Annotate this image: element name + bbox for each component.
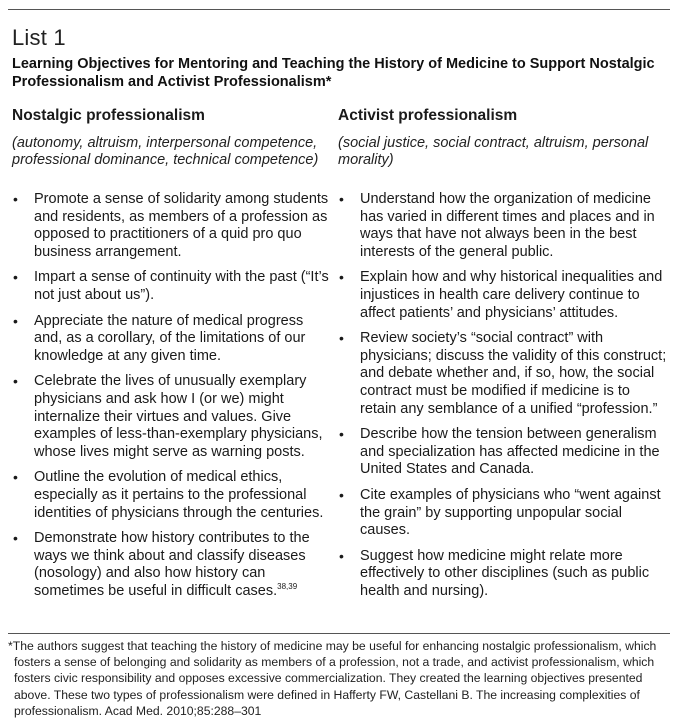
objective-text: Understand how the organization of medicine has varied in different times and places and in ways that have not always been in the best interests of the general public. xyxy=(360,191,655,260)
objective-text: Describe how the tension between generalism and specialization has affected medicine in the United States and Canada. xyxy=(360,426,660,478)
list-item xyxy=(12,191,330,261)
objective-text: Impart a sense of continuity with the past (“It’s not just about us”). xyxy=(34,269,329,303)
bottom-rule xyxy=(8,633,670,634)
footnote: *The authors suggest that teaching the history of medicine may be useful for enhancing nostalgic professionalism, which fosters a sense of belonging and solidarity as members of a profession, not a trade, and activist professionalism, which fosters civic responsibility and opposes excessive commercialization. They created the learning objectives presented above. These two types of professionalism were defined in Hafferty FW, Castellani B. The increasing complexities of professionalism. Acad Med. 2010;85:288–301 xyxy=(8,639,657,718)
bullet-icon: • xyxy=(339,330,344,347)
list-item xyxy=(12,469,330,522)
objective-text: Demonstrate how history contributes to the ways we think about and classify diseases (nosology) and also how history can sometimes be useful in difficult cases. xyxy=(34,530,310,599)
nostalgic-objectives-list xyxy=(12,191,330,600)
list-item xyxy=(12,530,330,600)
list-item xyxy=(338,330,668,418)
bullet-icon: • xyxy=(339,191,344,207)
bullet-icon: • xyxy=(339,426,344,443)
list-item xyxy=(338,191,668,261)
bullet-icon: • xyxy=(339,269,344,286)
list-item xyxy=(338,487,668,540)
bullet-icon: • xyxy=(339,547,344,564)
activist-heading: Activist professionalism xyxy=(338,107,518,124)
list-item xyxy=(338,548,668,601)
objective-text: Celebrate the lives of unusually exemplary physicians and ask how I (or we) might internalize their virtues and values. Give examples of less-than-exemplary physicians, whose lives might serve as warning posts. xyxy=(34,373,323,460)
objective-text: Suggest how medicine might relate more effectively to other disciplines (such as public health and nursing). xyxy=(360,547,650,599)
list-heading: Learning Objectives for Mentoring and Teaching the History of Medicine to Support Nostalgic Professionalism and Activist Professionalism* xyxy=(12,56,655,90)
list-item xyxy=(338,426,668,479)
activist-subtitle: (social justice, social contract, altruism, personal morality) xyxy=(338,135,649,168)
activist-objectives-list xyxy=(338,191,668,600)
bullet-icon: • xyxy=(13,191,18,207)
list-title: List 1 xyxy=(12,25,66,50)
bullet-icon: • xyxy=(13,269,18,286)
reference-superscript: 38,39 xyxy=(277,582,298,592)
list-item xyxy=(12,269,330,304)
nostalgic-heading: Nostalgic professionalism xyxy=(12,107,205,124)
activist-column xyxy=(338,106,668,608)
bullet-icon: • xyxy=(13,469,18,486)
nostalgic-subtitle: (autonomy, altruism, interpersonal competence, professional dominance, technical competence) xyxy=(12,135,319,168)
bullet-icon: • xyxy=(13,373,18,390)
bullet-icon: • xyxy=(13,312,18,329)
bullet-icon: • xyxy=(13,530,18,547)
objective-text: Explain how and why historical inequalities and injustices in health care delivery continue to affect patients’ and physicians’ attitudes. xyxy=(360,269,663,321)
objective-text: Promote a sense of solidarity among students and residents, as members of a profession as opposed to practitioners of a quid pro quo business arrangement. xyxy=(34,191,329,260)
nostalgic-column xyxy=(12,106,330,608)
objective-text: Review society’s “social contract” with physicians; discuss the validity of this construct; and debate whether and, if so, how, the social contract must be modified if medicine is to retain any semblance of a unified “profession.” xyxy=(360,330,667,417)
bullet-icon: • xyxy=(339,486,344,503)
list-item xyxy=(338,269,668,322)
objective-text: Outline the evolution of medical ethics, especially as it pertains to the professional identities of physicians through the centuries. xyxy=(34,469,324,521)
objective-text: Cite examples of physicians who “went against the grain” by supporting unpopular social causes. xyxy=(360,486,661,539)
list-item xyxy=(12,373,330,461)
list-item xyxy=(12,313,330,366)
top-rule xyxy=(8,9,670,10)
objective-text: Appreciate the nature of medical progress and, as a corollary, of the limitations of our knowledge at any given time. xyxy=(34,312,306,364)
